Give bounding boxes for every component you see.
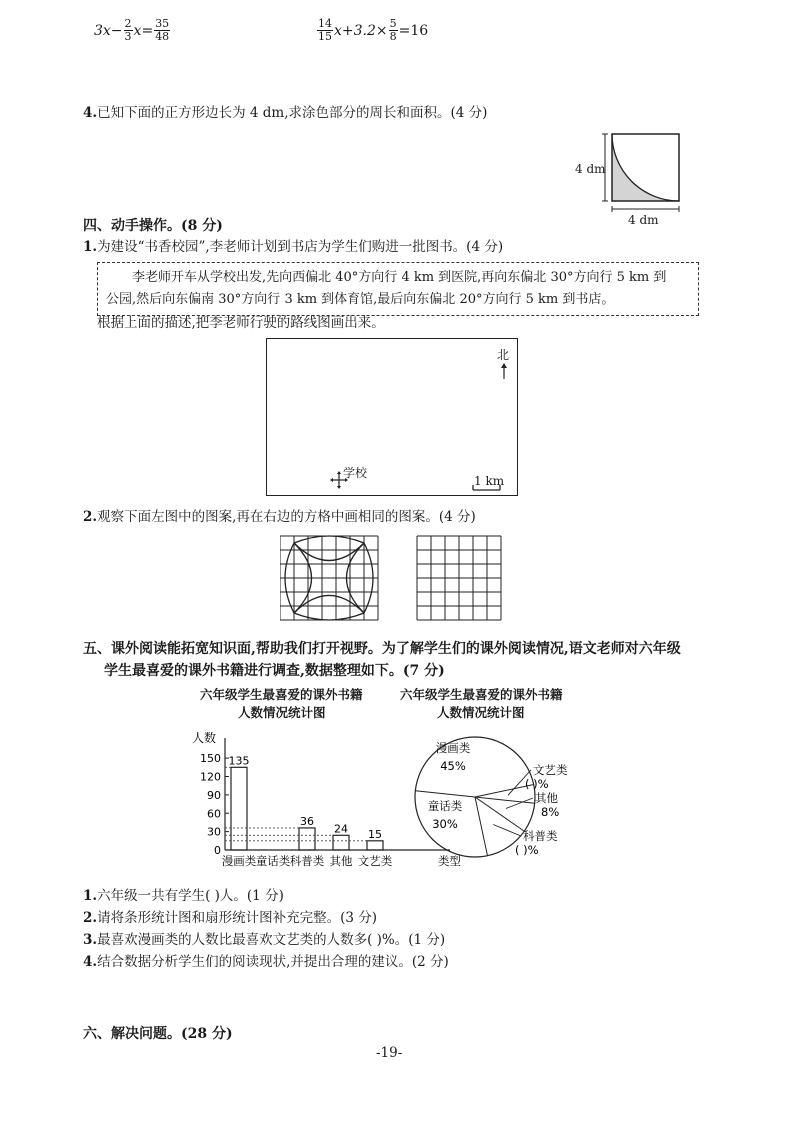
bar-data-label: 36 [300,814,314,828]
x-axis-label: 类型 [438,854,461,868]
side-label-vertical: 4 dm [575,162,606,176]
scale-label: 1 km [474,474,505,488]
pie-slice-value: ( )% [525,777,549,791]
y-tick-label: 30 [207,825,221,839]
q4-question: 4.已知下面的正方形边长为 4 dm,求涂色部分的周长和面积。(4 分) [83,105,488,121]
equation-1 [94,18,171,43]
pattern-grid-right[interactable] [416,535,512,623]
pie-slice-edge [475,797,524,831]
side-label-horizontal: 4 dm [628,213,659,227]
s4-q1-question: 1.为建设“书香校园”,李老师计划到书店为学生们购进一批图书。(4 分) [83,239,504,255]
x-category-label: 漫画类 [221,854,257,868]
north-arrow-icon [499,362,509,380]
s5-q3: 3.最喜欢漫画类的人数比最喜欢文艺类的人数多( )%。(1 分) [83,932,446,948]
eq1-fraction-2: $\frac{35}{48}$ [155,17,170,43]
section-5-title-line-1: 五、课外阅读能拓宽知识面,帮助我们打开视野。为了解学生们的课外阅读情况,语文老师对六年级 [83,641,681,657]
north-label: 北 [497,348,510,362]
bar-data-label: 135 [228,754,250,768]
y-tick-label: 120 [200,770,221,784]
bar-3 [333,835,349,850]
eq2-mid: x+3.2× [334,22,388,39]
x-category-label: 童话类 [255,854,291,868]
s5-q1: 1.六年级一共有学生( )人。(1 分) [83,888,284,904]
pie-slice-value: 45% [440,759,466,773]
pie-slice-value: 8% [541,805,560,819]
pie-slice-label: 科普类 [523,829,558,843]
pie-slice-edge [475,797,487,856]
y-tick-label: 150 [200,752,221,766]
pie-slice-edge [415,791,475,797]
y-axis-label: 人数 [192,731,217,745]
route-instruction: 根据上面的描述,把李老师行驶的路线图画出来。 [97,315,385,331]
pattern-grid-left [280,535,390,623]
pie-slice-value: 30% [432,817,458,831]
section-5-title-line-2: 学生最喜爱的课外书籍进行调查,数据整理如下。(7 分) [104,663,445,679]
pie-slice-label: 其他 [535,791,558,805]
bar-2 [299,828,315,850]
pie-slice-label: 童话类 [427,799,463,813]
section-4-title: 四、动手操作。(8 分) [83,218,223,234]
eq1-fraction-1: $\frac{2}{3}$ [124,17,132,43]
y-tick-label: 60 [207,807,221,821]
eq2-fraction-2: $\frac{5}{8}$ [389,17,397,43]
school-label: 学校 [343,466,368,480]
pie-leader-line [506,798,533,809]
pie-chart [405,732,595,872]
x-category-label: 文艺类 [357,854,393,868]
pie-slice-label: 文艺类 [533,763,568,777]
page-number: -19- [376,1045,403,1061]
x-category-label: 其他 [329,854,353,868]
eq1-left: 3x− [94,22,123,39]
bar-4 [367,841,383,850]
bar-chart-title-line-2: 人数情况统计图 [238,705,326,720]
route-line-2: 公园,然后向东偏南 30°方向行 3 km 到体育馆,最后向东偏北 20°方向行 5 km 到书店。 [106,292,615,307]
bar-data-label: 15 [368,827,382,841]
s5-q2: 2.请将条形统计图和扇形统计图补充完整。(3 分) [83,910,378,926]
pie-slice-edge [475,797,535,803]
pie-slice-value: ( )% [515,843,539,857]
s4-q2-question: 2.观察下面左图中的图案,再在右边的方格中画相同的图案。(4 分) [83,509,476,525]
eq2-right: =16 [398,22,429,39]
bar-data-label: 24 [334,822,348,836]
scale-bar [472,484,502,492]
eq2-fraction-1: $\frac{14}{15}$ [318,17,332,43]
route-description-box [97,262,699,316]
s5-q4: 4.结合数据分析学生们的阅读现状,并提出合理的建议。(2 分) [83,954,449,970]
x-category-label: 科普类 [289,854,325,868]
eq1-mid: x= [133,22,154,39]
route-line-1: 李老师开车从学校出发,先向西偏北 40°方向行 4 km 到医院,再向东偏北 30°方向行 5 km 到 [132,270,667,285]
equation-2 [316,18,428,43]
shaded-region [612,134,679,201]
y-tick-label: 0 [214,844,221,857]
bar-0 [231,767,247,850]
pie-slice-label: 漫画类 [435,741,471,755]
pie-chart-title-line-1: 六年级学生最喜爱的课外书籍 [400,687,563,702]
pie-chart-title-line-2: 人数情况统计图 [437,705,525,720]
y-tick-label: 90 [207,788,221,802]
bar-chart-title-line-1: 六年级学生最喜爱的课外书籍 [200,687,363,702]
section-6-title: 六、解决问题。(28 分) [83,1026,233,1042]
